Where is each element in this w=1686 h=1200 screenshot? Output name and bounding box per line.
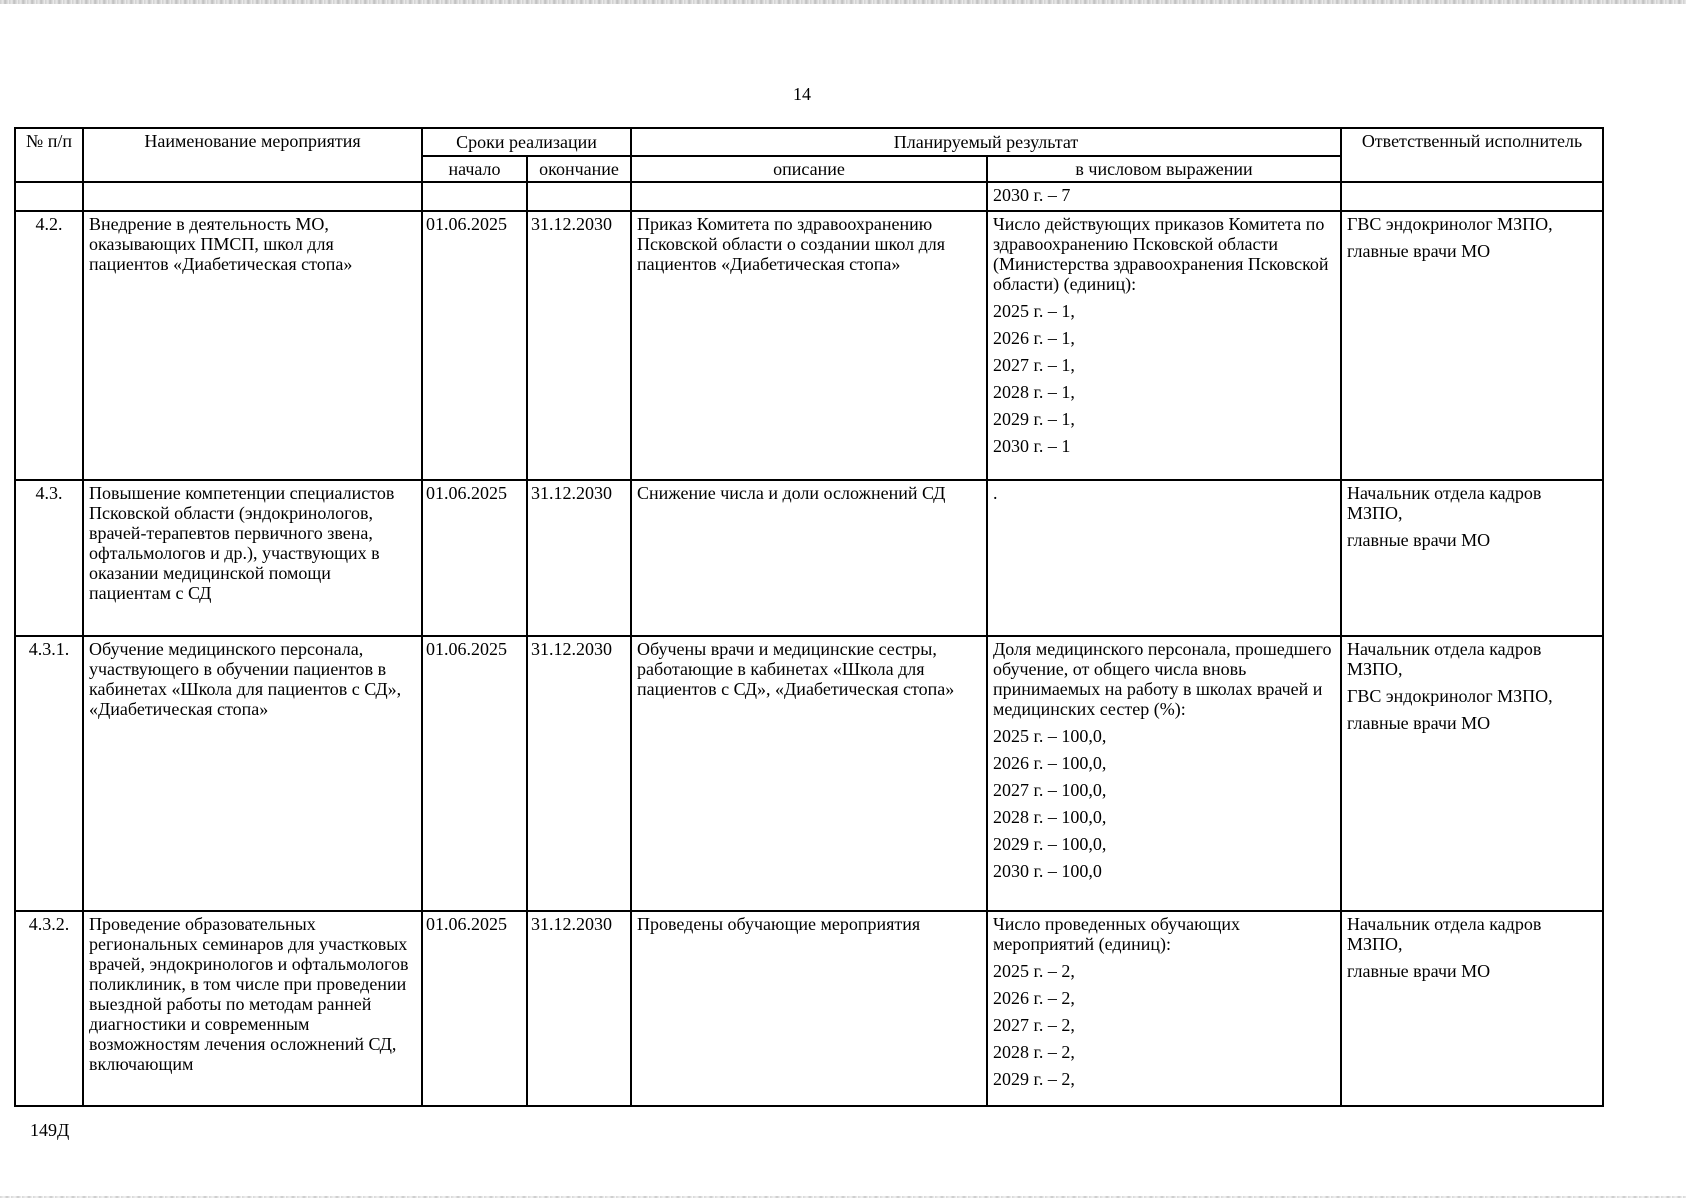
cell-num: 4.3. <box>15 480 83 636</box>
numeric-value: 2028 г. – 100,0, <box>993 807 1107 827</box>
numeric-value: 2029 г. – 1, <box>993 409 1075 429</box>
table-row <box>15 211 1603 480</box>
responsible-line: главные врачи МО <box>1347 241 1491 261</box>
cell-responsible <box>1341 911 1603 1106</box>
numeric-value: 2030 г. – 100,0 <box>993 861 1102 881</box>
responsible-line: главные врачи МО <box>1347 713 1491 733</box>
cell-name: Проведение образовательных региональных семинаров для участковых врачей, эндокринологов и офтальмологов поликлиник, в том числе при проведении выездной работы по методам ранней диагностики и современным возможностям лечения осложнений СД, включающим <box>83 911 422 1106</box>
scan-edge-top <box>0 0 1686 4</box>
cell-numeric <box>987 911 1341 1106</box>
numeric-value: 2029 г. – 100,0, <box>993 834 1107 854</box>
cell-responsible <box>1341 480 1603 636</box>
responsible-line: Начальник отдела кадров МЗПО, <box>1347 639 1542 679</box>
header-description: описание <box>631 156 987 182</box>
cell-description: Снижение числа и доли осложнений СД <box>631 480 987 636</box>
numeric-value: 2026 г. – 1, <box>993 328 1075 348</box>
cell-end: 31.12.2030 <box>527 480 631 636</box>
page-number: 14 <box>793 84 811 104</box>
cell-start <box>422 182 527 211</box>
numeric-value: 2028 г. – 1, <box>993 382 1075 402</box>
responsible-line: Начальник отдела кадров МЗПО, <box>1347 914 1542 954</box>
cell-end: 31.12.2030 <box>527 211 631 480</box>
header-num: № п/п <box>15 128 83 182</box>
cell-description: Проведены обучающие мероприятия <box>631 911 987 1106</box>
cell-end <box>527 182 631 211</box>
cell-name: Обучение медицинского персонала, участвующего в обучении пациентов в кабинетах «Школа для пациентов с СД», «Диабетическая стопа» <box>83 636 422 911</box>
cell-name: Внедрение в деятельность МО, оказывающих ПМСП, школ для пациентов «Диабетическая стопа» <box>83 211 422 480</box>
numeric-value: 2027 г. – 1, <box>993 355 1075 375</box>
cell-num: 4.3.2. <box>15 911 83 1106</box>
numeric-value: 2030 г. – 1 <box>993 436 1071 456</box>
table-row-continuation <box>15 182 1603 211</box>
header-terms: Сроки реализации <box>422 128 631 156</box>
responsible-line: главные врачи МО <box>1347 961 1491 981</box>
cell-start: 01.06.2025 <box>422 636 527 911</box>
numeric-value: 2026 г. – 100,0, <box>993 753 1107 773</box>
numeric-intro: Доля медицинского персонала, прошедшего обучение, от общего числа вновь принимаемых на работу в школах врачей и медицинских сестер (%): <box>993 639 1332 719</box>
cell-start: 01.06.2025 <box>422 911 527 1106</box>
cell-num <box>15 182 83 211</box>
numeric-value: 2025 г. – 100,0, <box>993 726 1107 746</box>
plan-table <box>14 127 1604 1107</box>
numeric-intro: Число действующих приказов Комитета по здравоохранению Псковской области (Министерства здравоохранения Псковской области) (единиц): <box>993 214 1329 294</box>
cell-responsible <box>1341 211 1603 480</box>
numeric-value: 2028 г. – 2, <box>993 1042 1075 1062</box>
cell-end: 31.12.2030 <box>527 636 631 911</box>
cell-numeric: 2030 г. – 7 <box>987 182 1341 211</box>
cell-description <box>631 182 987 211</box>
header-result: Планируемый результат <box>631 128 1341 156</box>
header-end: окончание <box>527 156 631 182</box>
cell-responsible <box>1341 182 1603 211</box>
cell-numeric <box>987 636 1341 911</box>
numeric-value: 2025 г. – 1, <box>993 301 1075 321</box>
numeric-value: 2027 г. – 100,0, <box>993 780 1107 800</box>
scan-edge-bottom <box>0 1196 1686 1198</box>
cell-name <box>83 182 422 211</box>
numeric-intro: Число проведенных обучающих мероприятий (единиц): <box>993 914 1241 954</box>
cell-start: 01.06.2025 <box>422 480 527 636</box>
header-responsible: Ответственный исполнитель <box>1341 128 1603 182</box>
numeric-value: 2027 г. – 2, <box>993 1015 1075 1035</box>
cell-num: 4.3.1. <box>15 636 83 911</box>
cell-numeric <box>987 480 1341 636</box>
numeric-value: 2025 г. – 2, <box>993 961 1075 981</box>
table-row <box>15 636 1603 911</box>
numeric-value: 2029 г. – 2, <box>993 1069 1075 1089</box>
cell-num: 4.2. <box>15 211 83 480</box>
document-code: 149Д <box>30 1120 70 1140</box>
table-row <box>15 911 1603 1106</box>
cell-end: 31.12.2030 <box>527 911 631 1106</box>
header-name: Наименование мероприятия <box>83 128 422 182</box>
cell-responsible <box>1341 636 1603 911</box>
table-row <box>15 480 1603 636</box>
cell-name: Повышение компетенции специалистов Псковской области (эндокринологов, врачей-терапевтов первичного звена, офтальмологов и др.), участвующих в оказании медицинской помощи пациентам с СД <box>83 480 422 636</box>
header-start: начало <box>422 156 527 182</box>
cell-start: 01.06.2025 <box>422 211 527 480</box>
header-numeric: в числовом выражении <box>987 156 1341 182</box>
responsible-line: главные врачи МО <box>1347 530 1491 550</box>
cell-description: Обучены врачи и медицинские сестры, работающие в кабинетах «Школа для пациентов с СД», «Диабетическая стопа» <box>631 636 987 911</box>
cell-description: Приказ Комитета по здравоохранению Псковской области о создании школ для пациентов «Диабетическая стопа» <box>631 211 987 480</box>
cell-numeric <box>987 211 1341 480</box>
responsible-line: Начальник отдела кадров МЗПО, <box>1347 483 1542 523</box>
numeric-intro: . <box>993 483 998 503</box>
responsible-line: ГВС эндокринолог МЗПО, <box>1347 214 1553 234</box>
responsible-line: ГВС эндокринолог МЗПО, <box>1347 686 1553 706</box>
numeric-value: 2026 г. – 2, <box>993 988 1075 1008</box>
